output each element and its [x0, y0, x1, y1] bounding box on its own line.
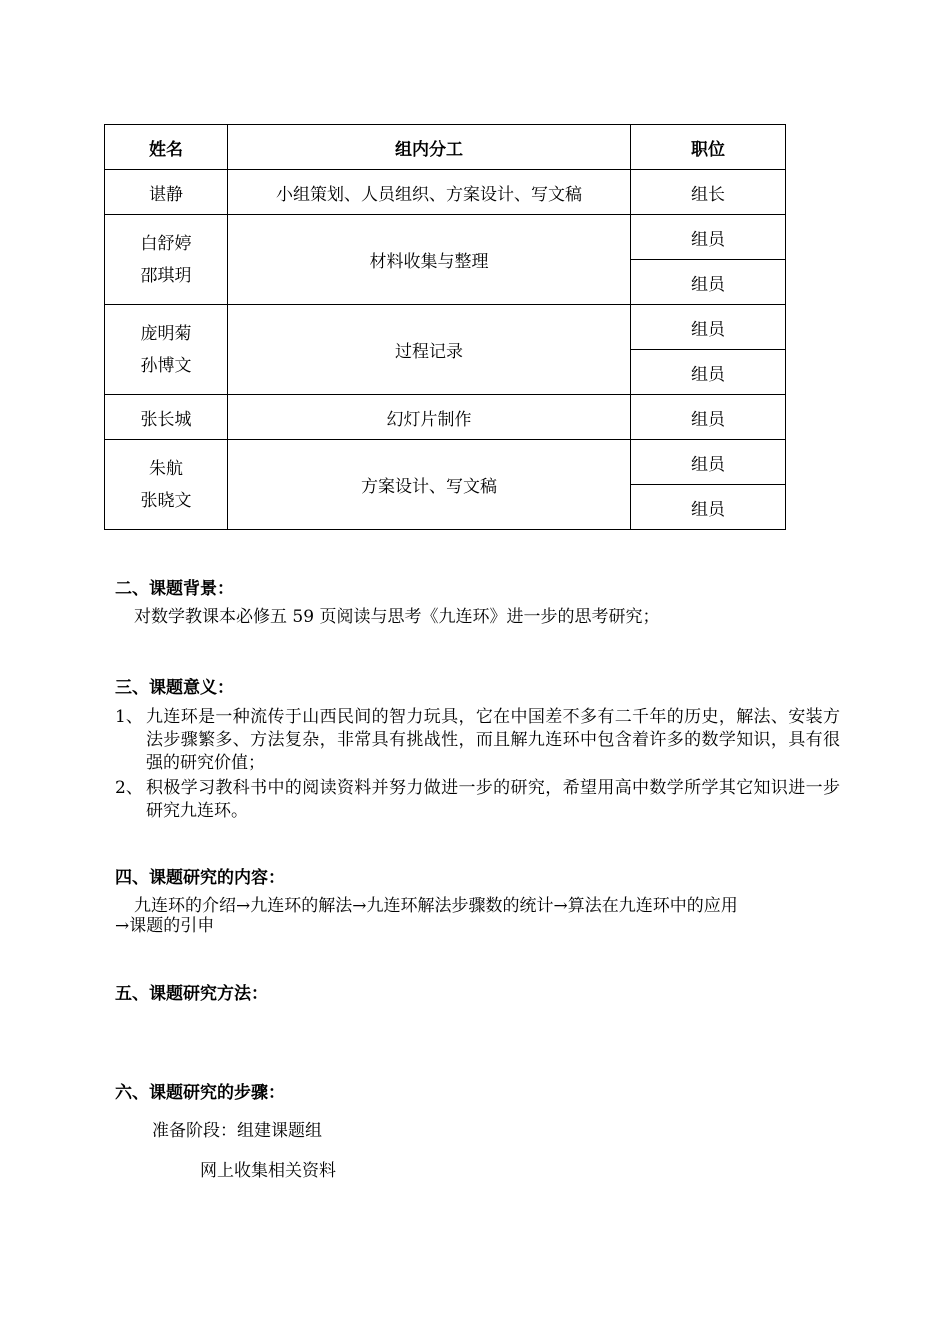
background-text: 对数学教课本必修五 59 页阅读与思考《九连环》进一步的思考研究； — [134, 607, 660, 627]
member-name: 白舒婷 — [140, 233, 192, 254]
section-heading-methods: 五、课题研究方法： — [115, 984, 268, 1004]
list-item — [115, 706, 840, 775]
table-row — [105, 395, 786, 440]
steps-line-1: 准备阶段：组建课题组 — [152, 1121, 322, 1141]
section-heading-significance: 三、课题意义： — [115, 678, 234, 698]
member-name: 庞明菊 — [140, 323, 192, 344]
member-name: 张晓文 — [140, 490, 192, 511]
header-name: 姓名 — [105, 125, 228, 170]
member-position: 组员 — [631, 215, 786, 260]
list-item — [115, 777, 840, 823]
member-position: 组员 — [631, 305, 786, 350]
content-line-1: 九连环的介绍→九连环的解法→九连环解法步骤数的统计→算法在九连环中的应用 — [134, 896, 738, 916]
member-names — [105, 305, 228, 395]
member-task: 小组策划、人员组织、方案设计、写文稿 — [228, 170, 631, 215]
header-task: 组内分工 — [228, 125, 631, 170]
member-task: 过程记录 — [228, 305, 631, 395]
member-names — [105, 440, 228, 530]
member-position: 组员 — [631, 440, 786, 485]
member-position: 组员 — [631, 485, 786, 530]
section-heading-content: 四、课题研究的内容： — [115, 868, 285, 888]
member-position: 组长 — [631, 170, 786, 215]
list-number: 2、 — [115, 778, 143, 798]
member-task: 幻灯片制作 — [228, 395, 631, 440]
list-number: 1、 — [115, 707, 143, 727]
member-position: 组员 — [631, 260, 786, 305]
member-name: 谌静 — [105, 170, 228, 215]
table-row — [105, 215, 786, 260]
list-text: 九连环是一种流传于山西民间的智力玩具，它在中国差不多有二千年的历史，解法、安装方法步骤繁多、方法复杂，非常具有挑战性，而且解九连环中包含着许多的数学知识，具有很强的研究价值； — [146, 707, 840, 773]
section-heading-background: 二、课题背景： — [115, 579, 234, 599]
member-name: 孙博文 — [140, 355, 192, 376]
section-heading-steps: 六、课题研究的步骤： — [115, 1083, 285, 1103]
member-name: 张长城 — [105, 395, 228, 440]
table-row — [105, 440, 786, 485]
table-header-row — [105, 125, 786, 170]
member-name: 朱航 — [149, 458, 183, 479]
group-roles-table — [104, 124, 786, 530]
table-row — [105, 170, 786, 215]
header-position: 职位 — [631, 125, 786, 170]
member-name: 邵琪玥 — [140, 265, 192, 286]
steps-line-2: 网上收集相关资料 — [200, 1161, 336, 1181]
member-position: 组员 — [631, 395, 786, 440]
member-names — [105, 215, 228, 305]
member-position: 组员 — [631, 350, 786, 395]
table-row — [105, 305, 786, 350]
content-line-2: →课题的引申 — [115, 916, 215, 936]
member-task: 材料收集与整理 — [228, 215, 631, 305]
member-task: 方案设计、写文稿 — [228, 440, 631, 530]
list-text: 积极学习教科书中的阅读资料并努力做进一步的研究，希望用高中数学所学其它知识进一步研究九连环。 — [146, 778, 840, 821]
